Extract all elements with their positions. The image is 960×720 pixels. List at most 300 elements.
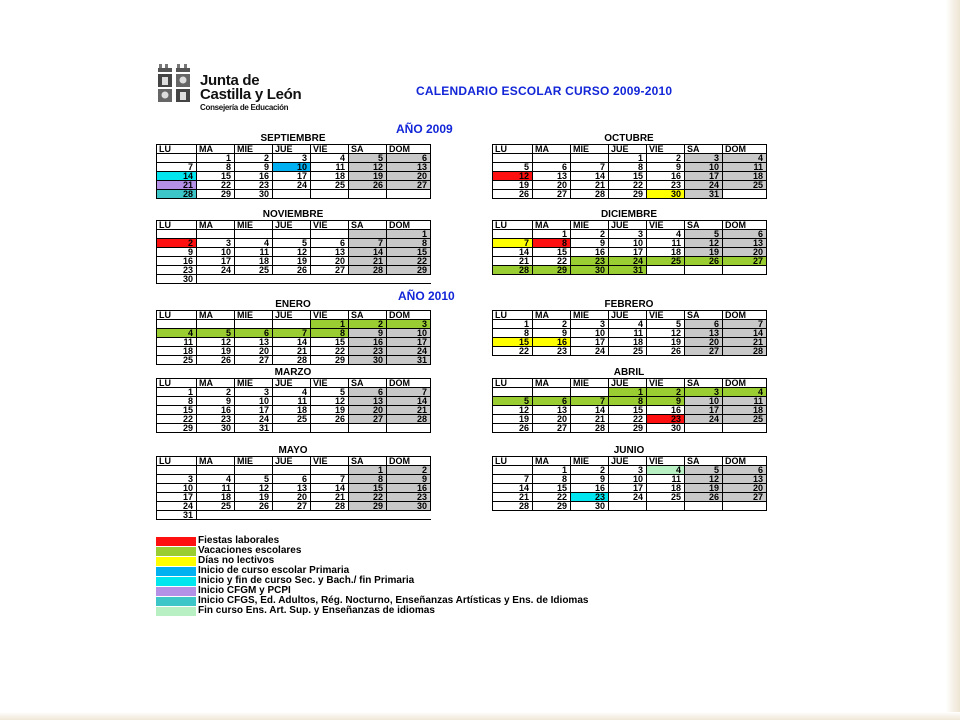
day-cell: 21 <box>273 347 311 356</box>
day-cell: 4 <box>311 154 349 163</box>
weekday-header: LU <box>493 145 533 154</box>
day-cell: 14 <box>493 484 533 493</box>
weekday-header: MA <box>533 145 571 154</box>
weekday-header: MA <box>533 379 571 388</box>
week-row <box>157 415 431 424</box>
week-row <box>157 163 431 172</box>
day-cell: 8 <box>349 475 387 484</box>
day-cell: 27 <box>311 266 349 275</box>
weekday-header: JUE <box>273 457 311 466</box>
day-cell: 21 <box>493 257 533 266</box>
day-cell: 3 <box>609 230 647 239</box>
day-cell: 8 <box>533 239 571 248</box>
day-cell <box>273 190 311 199</box>
day-cell: 12 <box>235 484 273 493</box>
weekday-header: LU <box>493 379 533 388</box>
month-table <box>156 310 431 365</box>
weekday-header: VIE <box>647 457 685 466</box>
day-cell: 14 <box>349 248 387 257</box>
day-cell <box>273 320 311 329</box>
day-cell <box>685 424 723 433</box>
day-cell <box>349 511 387 520</box>
page-title: CALENDARIO ESCOLAR CURSO 2009-2010 <box>416 84 673 98</box>
day-cell: 26 <box>311 415 349 424</box>
day-cell: 1 <box>493 320 533 329</box>
day-cell: 29 <box>609 424 647 433</box>
day-cell: 2 <box>157 239 197 248</box>
day-cell: 21 <box>571 181 609 190</box>
day-cell: 14 <box>157 172 197 181</box>
weekday-header: LU <box>157 457 197 466</box>
day-cell: 11 <box>647 475 685 484</box>
day-cell: 2 <box>197 388 235 397</box>
day-cell: 13 <box>273 484 311 493</box>
day-cell: 1 <box>157 388 197 397</box>
page-edge-right <box>946 0 960 720</box>
week-row <box>493 329 767 338</box>
day-cell <box>723 424 767 433</box>
day-cell: 16 <box>647 172 685 181</box>
day-cell: 15 <box>157 406 197 415</box>
weekday-header: VIE <box>647 145 685 154</box>
day-cell: 22 <box>387 257 431 266</box>
week-row <box>493 239 767 248</box>
day-cell: 16 <box>647 406 685 415</box>
week-row <box>493 502 767 511</box>
weekday-header: SA <box>685 457 723 466</box>
week-row <box>493 248 767 257</box>
day-cell: 20 <box>533 181 571 190</box>
day-cell: 28 <box>311 502 349 511</box>
day-cell: 5 <box>493 397 533 406</box>
week-row <box>493 406 767 415</box>
week-row <box>157 424 431 433</box>
day-cell: 28 <box>571 190 609 199</box>
month-table <box>492 220 767 275</box>
day-cell: 22 <box>533 257 571 266</box>
day-cell: 29 <box>349 502 387 511</box>
day-cell: 15 <box>197 172 235 181</box>
day-cell <box>387 275 431 284</box>
day-cell <box>197 275 235 284</box>
day-cell: 4 <box>235 239 273 248</box>
day-cell: 25 <box>157 356 197 365</box>
day-cell: 14 <box>493 248 533 257</box>
day-cell: 5 <box>647 320 685 329</box>
day-cell: 4 <box>157 329 197 338</box>
day-cell: 19 <box>235 493 273 502</box>
day-cell: 22 <box>609 181 647 190</box>
day-cell: 6 <box>273 475 311 484</box>
day-cell: 20 <box>235 347 273 356</box>
weekday-header: MA <box>197 379 235 388</box>
day-cell: 6 <box>723 466 767 475</box>
week-row <box>493 424 767 433</box>
day-cell: 28 <box>571 424 609 433</box>
legend-label: Fin curso Ens. Art. Sup. y Enseñanzas de idiomas <box>198 605 435 616</box>
day-cell: 9 <box>349 329 387 338</box>
week-row <box>493 415 767 424</box>
day-cell: 10 <box>685 397 723 406</box>
day-cell <box>387 190 431 199</box>
week-row <box>157 320 431 329</box>
weekday-header-row <box>493 221 767 230</box>
day-cell: 5 <box>311 388 349 397</box>
month-name: ABRIL <box>613 368 645 378</box>
day-cell: 31 <box>609 266 647 275</box>
month-name: JUNIO <box>613 446 645 456</box>
day-cell <box>387 511 431 520</box>
day-cell: 11 <box>235 248 273 257</box>
weekday-header: MA <box>197 145 235 154</box>
day-cell: 14 <box>387 397 431 406</box>
week-row <box>157 329 431 338</box>
day-cell: 13 <box>533 172 571 181</box>
day-cell: 8 <box>157 397 197 406</box>
day-cell <box>311 230 349 239</box>
year-label-2010: AÑO 2010 <box>398 289 455 303</box>
day-cell: 13 <box>387 163 431 172</box>
day-cell: 31 <box>157 511 197 520</box>
day-cell: 26 <box>235 502 273 511</box>
weekday-header-row <box>157 145 431 154</box>
day-cell: 27 <box>273 502 311 511</box>
day-cell <box>493 466 533 475</box>
day-cell: 6 <box>533 397 571 406</box>
day-cell: 13 <box>723 475 767 484</box>
day-cell: 24 <box>273 181 311 190</box>
day-cell: 8 <box>533 475 571 484</box>
day-cell: 16 <box>235 172 273 181</box>
day-cell <box>647 502 685 511</box>
month-enero <box>156 300 430 365</box>
weekday-header: MIE <box>571 221 609 230</box>
day-cell: 27 <box>723 493 767 502</box>
week-row <box>493 230 767 239</box>
day-cell: 9 <box>387 475 431 484</box>
week-row <box>157 397 431 406</box>
day-cell: 11 <box>311 163 349 172</box>
weekday-header: DOM <box>387 379 431 388</box>
day-cell: 11 <box>197 484 235 493</box>
day-cell: 31 <box>685 190 723 199</box>
day-cell: 3 <box>157 475 197 484</box>
weekday-header: JUE <box>273 145 311 154</box>
legend-label: Inicio CFGM y PCPI <box>198 585 291 596</box>
day-cell: 19 <box>349 172 387 181</box>
weekday-header: VIE <box>311 221 349 230</box>
weekday-header: MA <box>197 457 235 466</box>
week-row <box>493 347 767 356</box>
day-cell <box>571 154 609 163</box>
day-cell <box>273 424 311 433</box>
day-cell: 29 <box>609 190 647 199</box>
weekday-header: LU <box>157 379 197 388</box>
day-cell: 27 <box>235 356 273 365</box>
day-cell: 4 <box>609 320 647 329</box>
day-cell: 9 <box>157 248 197 257</box>
month-abril <box>492 368 766 433</box>
day-cell: 6 <box>685 320 723 329</box>
day-cell: 3 <box>685 154 723 163</box>
day-cell: 26 <box>685 493 723 502</box>
day-cell: 27 <box>533 424 571 433</box>
day-cell: 5 <box>349 154 387 163</box>
day-cell: 22 <box>349 493 387 502</box>
weekday-header-row <box>493 311 767 320</box>
day-cell: 4 <box>647 230 685 239</box>
day-cell: 27 <box>533 190 571 199</box>
day-cell: 1 <box>387 230 431 239</box>
weekday-header-row <box>157 457 431 466</box>
day-cell <box>723 266 767 275</box>
week-row <box>493 154 767 163</box>
legend-swatch <box>156 597 196 606</box>
day-cell: 30 <box>571 502 609 511</box>
legend-swatch <box>156 567 196 576</box>
weekday-header: SA <box>349 457 387 466</box>
day-cell: 26 <box>493 190 533 199</box>
day-cell: 12 <box>685 475 723 484</box>
day-cell: 1 <box>609 388 647 397</box>
week-row <box>157 466 431 475</box>
day-cell: 3 <box>685 388 723 397</box>
day-cell: 20 <box>723 248 767 257</box>
day-cell: 23 <box>349 347 387 356</box>
weekday-header: VIE <box>311 311 349 320</box>
day-cell: 18 <box>311 172 349 181</box>
day-cell: 18 <box>273 406 311 415</box>
month-name: FEBRERO <box>604 300 654 310</box>
month-name: NOVIEMBRE <box>262 210 324 220</box>
weekday-header: SA <box>349 311 387 320</box>
weekday-header: LU <box>493 457 533 466</box>
day-cell <box>157 230 197 239</box>
day-cell: 13 <box>311 248 349 257</box>
day-cell <box>157 154 197 163</box>
day-cell: 3 <box>609 466 647 475</box>
legend-item <box>156 606 588 616</box>
day-cell: 10 <box>685 163 723 172</box>
day-cell: 13 <box>723 239 767 248</box>
day-cell: 17 <box>235 406 273 415</box>
month-name: DICIEMBRE <box>600 210 658 220</box>
week-row <box>493 484 767 493</box>
week-row <box>157 484 431 493</box>
weekday-header-row <box>157 221 431 230</box>
day-cell <box>235 275 273 284</box>
day-cell: 16 <box>571 484 609 493</box>
week-row <box>493 172 767 181</box>
day-cell: 31 <box>387 356 431 365</box>
day-cell: 19 <box>493 181 533 190</box>
day-cell: 2 <box>235 154 273 163</box>
day-cell <box>723 502 767 511</box>
day-cell: 10 <box>273 163 311 172</box>
day-cell: 19 <box>685 248 723 257</box>
day-cell: 24 <box>609 257 647 266</box>
day-cell: 1 <box>609 154 647 163</box>
weekday-header: VIE <box>311 457 349 466</box>
day-cell: 27 <box>349 415 387 424</box>
day-cell: 9 <box>235 163 273 172</box>
day-cell <box>311 275 349 284</box>
day-cell: 18 <box>647 484 685 493</box>
day-cell: 7 <box>723 320 767 329</box>
month-table <box>492 310 767 356</box>
day-cell: 26 <box>273 266 311 275</box>
day-cell: 9 <box>197 397 235 406</box>
day-cell: 21 <box>493 493 533 502</box>
day-cell: 15 <box>387 248 431 257</box>
day-cell <box>647 266 685 275</box>
day-cell: 5 <box>235 475 273 484</box>
month-febrero <box>492 300 766 356</box>
day-cell <box>197 230 235 239</box>
week-row <box>493 320 767 329</box>
day-cell: 23 <box>157 266 197 275</box>
day-cell: 23 <box>571 257 609 266</box>
weekday-header: MIE <box>571 145 609 154</box>
day-cell: 12 <box>197 338 235 347</box>
day-cell: 10 <box>157 484 197 493</box>
weekday-header: VIE <box>311 145 349 154</box>
day-cell: 20 <box>685 338 723 347</box>
day-cell <box>197 466 235 475</box>
week-row <box>157 266 431 275</box>
day-cell: 26 <box>197 356 235 365</box>
day-cell: 31 <box>235 424 273 433</box>
week-row <box>493 493 767 502</box>
day-cell: 17 <box>685 406 723 415</box>
week-row <box>493 475 767 484</box>
weekday-header: JUE <box>273 221 311 230</box>
week-row <box>157 388 431 397</box>
month-octubre <box>492 134 766 199</box>
day-cell: 25 <box>273 415 311 424</box>
day-cell: 18 <box>723 406 767 415</box>
day-cell <box>157 320 197 329</box>
day-cell <box>311 190 349 199</box>
day-cell: 17 <box>157 493 197 502</box>
day-cell: 18 <box>609 338 647 347</box>
day-cell: 25 <box>647 493 685 502</box>
week-row <box>157 347 431 356</box>
day-cell: 3 <box>235 388 273 397</box>
day-cell: 16 <box>197 406 235 415</box>
day-cell: 6 <box>723 230 767 239</box>
day-cell: 14 <box>311 484 349 493</box>
day-cell: 16 <box>571 248 609 257</box>
logo-line-3: Consejería de Educación <box>200 103 289 112</box>
day-cell: 14 <box>723 329 767 338</box>
day-cell: 30 <box>387 502 431 511</box>
day-cell <box>197 320 235 329</box>
day-cell: 6 <box>533 163 571 172</box>
weekday-header: LU <box>157 145 197 154</box>
day-cell <box>235 511 273 520</box>
month-table <box>156 220 431 284</box>
day-cell: 10 <box>571 329 609 338</box>
weekday-header: MIE <box>571 379 609 388</box>
month-name: SEPTIEMBRE <box>260 134 326 144</box>
week-row <box>157 172 431 181</box>
day-cell: 10 <box>235 397 273 406</box>
day-cell: 18 <box>647 248 685 257</box>
day-cell: 7 <box>387 388 431 397</box>
day-cell: 4 <box>723 388 767 397</box>
day-cell: 28 <box>723 347 767 356</box>
day-cell: 15 <box>609 406 647 415</box>
day-cell: 5 <box>273 239 311 248</box>
day-cell: 22 <box>157 415 197 424</box>
day-cell: 17 <box>387 338 431 347</box>
month-mayo <box>156 446 430 520</box>
day-cell: 29 <box>311 356 349 365</box>
week-row <box>157 406 431 415</box>
weekday-header: LU <box>493 311 533 320</box>
day-cell: 5 <box>493 163 533 172</box>
day-cell: 19 <box>647 338 685 347</box>
day-cell: 9 <box>571 475 609 484</box>
day-cell: 8 <box>197 163 235 172</box>
day-cell: 30 <box>571 266 609 275</box>
day-cell: 29 <box>197 190 235 199</box>
day-cell: 2 <box>533 320 571 329</box>
day-cell: 16 <box>349 338 387 347</box>
day-cell: 15 <box>493 338 533 347</box>
day-cell: 26 <box>647 347 685 356</box>
day-cell: 7 <box>349 239 387 248</box>
day-cell: 15 <box>533 484 571 493</box>
day-cell: 23 <box>197 415 235 424</box>
week-row <box>157 230 431 239</box>
day-cell: 24 <box>235 415 273 424</box>
weekday-header: MA <box>533 457 571 466</box>
day-cell: 1 <box>533 230 571 239</box>
day-cell: 21 <box>387 406 431 415</box>
day-cell: 24 <box>609 493 647 502</box>
day-cell: 20 <box>349 406 387 415</box>
weekday-header: JUE <box>273 311 311 320</box>
weekday-header: VIE <box>647 311 685 320</box>
day-cell <box>273 466 311 475</box>
weekday-header: MIE <box>571 457 609 466</box>
legend-label: Fiestas laborales <box>198 535 280 546</box>
day-cell: 30 <box>197 424 235 433</box>
week-row <box>493 338 767 347</box>
week-row <box>157 275 431 284</box>
weekday-header: MIE <box>235 221 273 230</box>
day-cell: 22 <box>493 347 533 356</box>
day-cell: 30 <box>647 424 685 433</box>
day-cell: 25 <box>311 181 349 190</box>
day-cell: 23 <box>647 415 685 424</box>
weekday-header: SA <box>349 379 387 388</box>
day-cell: 18 <box>157 347 197 356</box>
day-cell: 21 <box>311 493 349 502</box>
day-cell: 21 <box>157 181 197 190</box>
day-cell: 20 <box>723 484 767 493</box>
day-cell <box>311 424 349 433</box>
day-cell: 24 <box>387 347 431 356</box>
day-cell: 6 <box>349 388 387 397</box>
legend-label: Inicio de curso escolar Primaria <box>198 565 350 576</box>
day-cell: 25 <box>723 415 767 424</box>
day-cell: 23 <box>387 493 431 502</box>
day-cell: 23 <box>571 493 609 502</box>
weekday-header: JUE <box>609 457 647 466</box>
